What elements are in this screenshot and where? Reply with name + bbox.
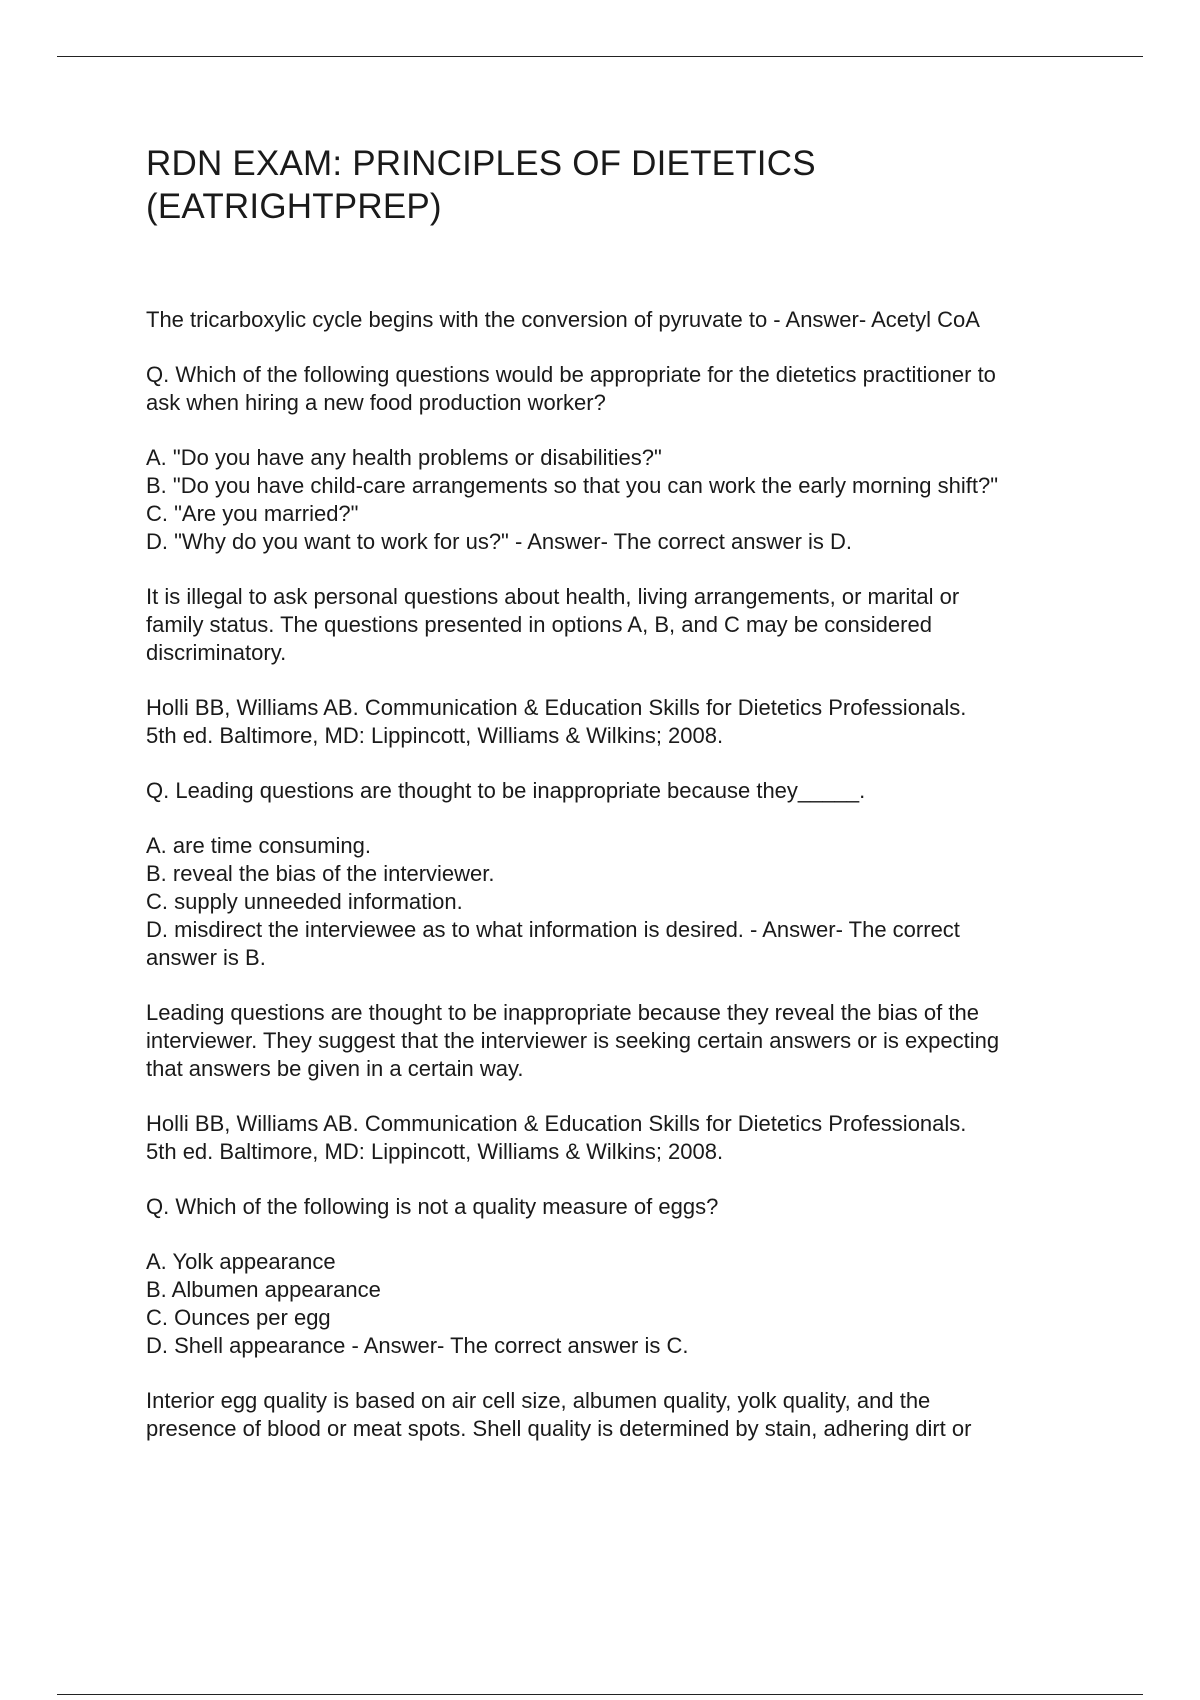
paragraph-hiring-question xyxy=(146,361,1096,417)
text-line: Interior egg quality is based on air cell size, albumen quality, yolk quality, and the xyxy=(146,1388,931,1413)
text-line: It is illegal to ask personal questions about health, living arrangements, or marital or xyxy=(146,584,960,609)
option-line: C. "Are you married?" xyxy=(146,501,359,526)
option-line: answer is B. xyxy=(146,945,266,970)
top-rule xyxy=(57,56,1143,57)
option-line: B. reveal the bias of the interviewer. xyxy=(146,861,495,886)
text-line: interviewer. They suggest that the interviewer is seeking certain answers or is expecting xyxy=(146,1028,1000,1053)
text-line: that answers be given in a certain way. xyxy=(146,1056,524,1081)
text-line: The tricarboxylic cycle begins with the conversion of pyruvate to - Answer- Acetyl CoA xyxy=(146,307,980,332)
paragraph-eggs-explanation xyxy=(146,1387,1096,1443)
option-line: A. Yolk appearance xyxy=(146,1249,336,1274)
text-line: Q. Which of the following questions would be appropriate for the dietetics practitioner to xyxy=(146,362,996,387)
paragraph-leading-explanation xyxy=(146,999,1096,1083)
text-line: Holli BB, Williams AB. Communication & Education Skills for Dietetics Professionals. xyxy=(146,1111,967,1136)
paragraph-reference xyxy=(146,694,1096,750)
text-line: family status. The questions presented in options A, B, and C may be considered xyxy=(146,612,932,637)
option-line: C. supply unneeded information. xyxy=(146,889,463,914)
paragraph-eggs-options xyxy=(146,1248,1096,1360)
text-line: Holli BB, Williams AB. Communication & Education Skills for Dietetics Professionals. xyxy=(146,695,967,720)
option-line: A. "Do you have any health problems or disabilities?" xyxy=(146,445,662,470)
option-line: C. Ounces per egg xyxy=(146,1305,331,1330)
text-line: presence of blood or meat spots. Shell quality is determined by stain, adhering dirt or xyxy=(146,1416,972,1441)
option-line: D. "Why do you want to work for us?" - Answer- The correct answer is D. xyxy=(146,529,853,554)
title-line: RDN EXAM: PRINCIPLES OF DIETETICS xyxy=(146,144,816,183)
text-line: ask when hiring a new food production worker? xyxy=(146,390,606,415)
document-title xyxy=(146,142,1096,228)
text-line: 5th ed. Baltimore, MD: Lippincott, Williams & Wilkins; 2008. xyxy=(146,1139,724,1164)
option-line: B. "Do you have child-care arrangements so that you can work the early morning shift?" xyxy=(146,473,999,498)
paragraph-list xyxy=(146,306,1096,1443)
paragraph-hiring-options xyxy=(146,444,1096,556)
text-line: discriminatory. xyxy=(146,640,287,665)
option-line: D. misdirect the interviewee as to what information is desired. - Answer- The correct xyxy=(146,917,960,942)
paragraph-eggs-question xyxy=(146,1193,1096,1221)
option-line: D. Shell appearance - Answer- The correct answer is C. xyxy=(146,1333,689,1358)
bottom-rule xyxy=(57,1694,1143,1695)
paragraph-leading-question xyxy=(146,777,1096,805)
paragraph-reference xyxy=(146,1110,1096,1166)
text-line: Leading questions are thought to be inappropriate because they reveal the bias of the xyxy=(146,1000,979,1025)
option-line: A. are time consuming. xyxy=(146,833,371,858)
text-line: Q. Which of the following is not a quality measure of eggs? xyxy=(146,1194,719,1219)
text-line: 5th ed. Baltimore, MD: Lippincott, Williams & Wilkins; 2008. xyxy=(146,723,724,748)
paragraph-tca-question xyxy=(146,306,1096,334)
document-body xyxy=(146,142,1096,1470)
paragraph-hiring-explanation xyxy=(146,583,1096,667)
option-line: B. Albumen appearance xyxy=(146,1277,381,1302)
title-line: (EATRIGHTPREP) xyxy=(146,187,442,226)
text-line: Q. Leading questions are thought to be inappropriate because they_____. xyxy=(146,778,866,803)
paragraph-leading-options xyxy=(146,832,1096,972)
